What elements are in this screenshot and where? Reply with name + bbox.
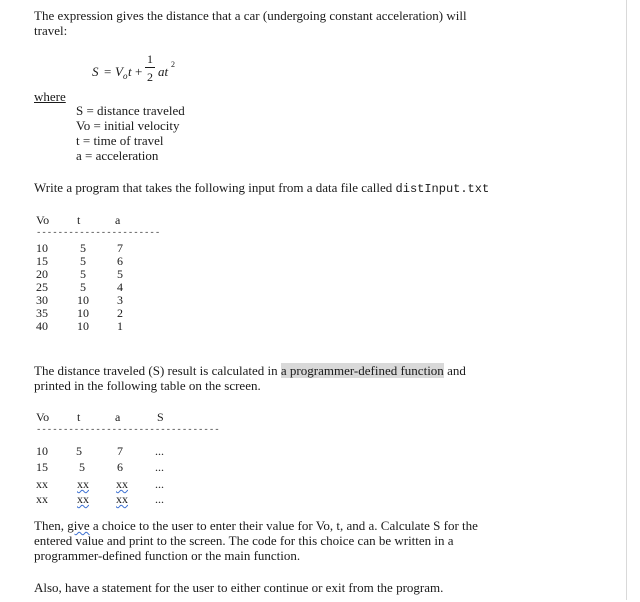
output-cell: 10	[36, 444, 48, 458]
output-header-t: t	[77, 410, 81, 424]
formula-t: t	[128, 64, 132, 79]
output-cell: 5	[76, 444, 82, 458]
result-line-1	[34, 363, 466, 378]
output-cell: 15	[36, 460, 48, 474]
then-line-3: programmer-defined function or the main function.	[34, 548, 301, 563]
then-line-2: entered value and print to the screen. The code for this choice can be written in a	[34, 533, 454, 548]
input-cell: 5	[80, 254, 86, 268]
input-cell: 40	[36, 319, 48, 333]
formula-plus: +	[135, 64, 143, 79]
input-cell: 2	[117, 306, 123, 320]
formula-equals: =	[104, 64, 112, 79]
where-def-t: t = time of travel	[76, 133, 164, 148]
output-cell: 6	[117, 460, 123, 474]
formula-v: V	[115, 64, 123, 79]
input-cell: 15	[36, 254, 48, 268]
output-header-a: a	[115, 410, 121, 424]
output-divider: ----------------------------------	[36, 425, 220, 435]
input-divider: -----------------------	[36, 228, 161, 238]
output-header-s: S	[157, 410, 164, 424]
input-cell: 4	[117, 280, 123, 294]
formula-at: at	[158, 64, 169, 79]
input-cell: 30	[36, 293, 48, 307]
formula-exponent: 2	[171, 60, 175, 69]
output-cell: ...	[155, 460, 164, 474]
instruction-text	[34, 180, 489, 197]
result-post: and	[443, 363, 466, 378]
input-cell: 7	[117, 241, 123, 255]
formula-lhs: S	[92, 64, 99, 79]
result-pre: The distance traveled (S) result is calculated in	[34, 363, 281, 378]
input-cell: 10	[77, 293, 89, 307]
input-cell: 10	[77, 306, 89, 320]
then-line-1	[34, 518, 478, 533]
output-cell: 5	[79, 460, 85, 474]
then-line1-post: a choice to the user to enter their value for Vo, t, and a. Calculate S for the	[89, 518, 478, 533]
input-header-vo: Vo	[36, 213, 50, 227]
intro-line-1: The expression gives the distance that a car (undergoing constant acceleration) will	[34, 8, 467, 23]
input-cell: 20	[36, 267, 48, 281]
intro-line-2: travel:	[34, 23, 68, 38]
input-filename: distInput.txt	[395, 182, 490, 196]
output-cell: 7	[117, 444, 123, 458]
where-label: where	[34, 89, 66, 104]
input-cell: 25	[36, 280, 48, 294]
instruction-sentence: Write a program that takes the following input from a data file called	[34, 180, 396, 195]
then-give: give	[67, 518, 90, 533]
also-line: Also, have a statement for the user to either continue or exit from the program.	[34, 580, 444, 595]
input-cell: 6	[117, 254, 123, 268]
formula-v-subscript: o	[123, 71, 128, 81]
input-cell: 1	[117, 319, 123, 333]
input-cell: 3	[117, 293, 123, 307]
formula-denominator: 2	[147, 70, 153, 84]
highlighted-phrase: a programmer-defined function	[280, 363, 444, 378]
output-cell: xx	[36, 492, 48, 506]
input-cell: 5	[80, 241, 86, 255]
then-pre: Then,	[34, 518, 68, 533]
where-def-a: a = acceleration	[76, 148, 159, 163]
formula-numerator: 1	[147, 52, 153, 66]
input-cell: 10	[36, 241, 48, 255]
input-header-a: a	[115, 213, 121, 227]
input-cell: 10	[77, 319, 89, 333]
document-page	[4, 0, 627, 600]
output-cell: xx	[77, 477, 89, 491]
output-cell: xx	[116, 477, 128, 491]
output-cell: ...	[155, 444, 164, 458]
where-def-vo: Vo = initial velocity	[76, 118, 180, 133]
output-header-vo: Vo	[36, 410, 50, 424]
output-cell: xx	[36, 477, 48, 491]
output-cell: ...	[155, 492, 164, 506]
output-cell: xx	[77, 492, 89, 506]
output-cell: ...	[155, 477, 164, 491]
output-cell: xx	[116, 492, 128, 506]
input-cell: 5	[80, 267, 86, 281]
input-cell: 35	[36, 306, 48, 320]
result-line-2: printed in the following table on the screen.	[34, 378, 261, 393]
input-cell: 5	[80, 280, 86, 294]
input-cell: 5	[117, 267, 123, 281]
where-def-s: S = distance traveled	[76, 103, 185, 118]
formula-fraction-bar	[145, 67, 155, 68]
input-header-t: t	[77, 213, 81, 227]
